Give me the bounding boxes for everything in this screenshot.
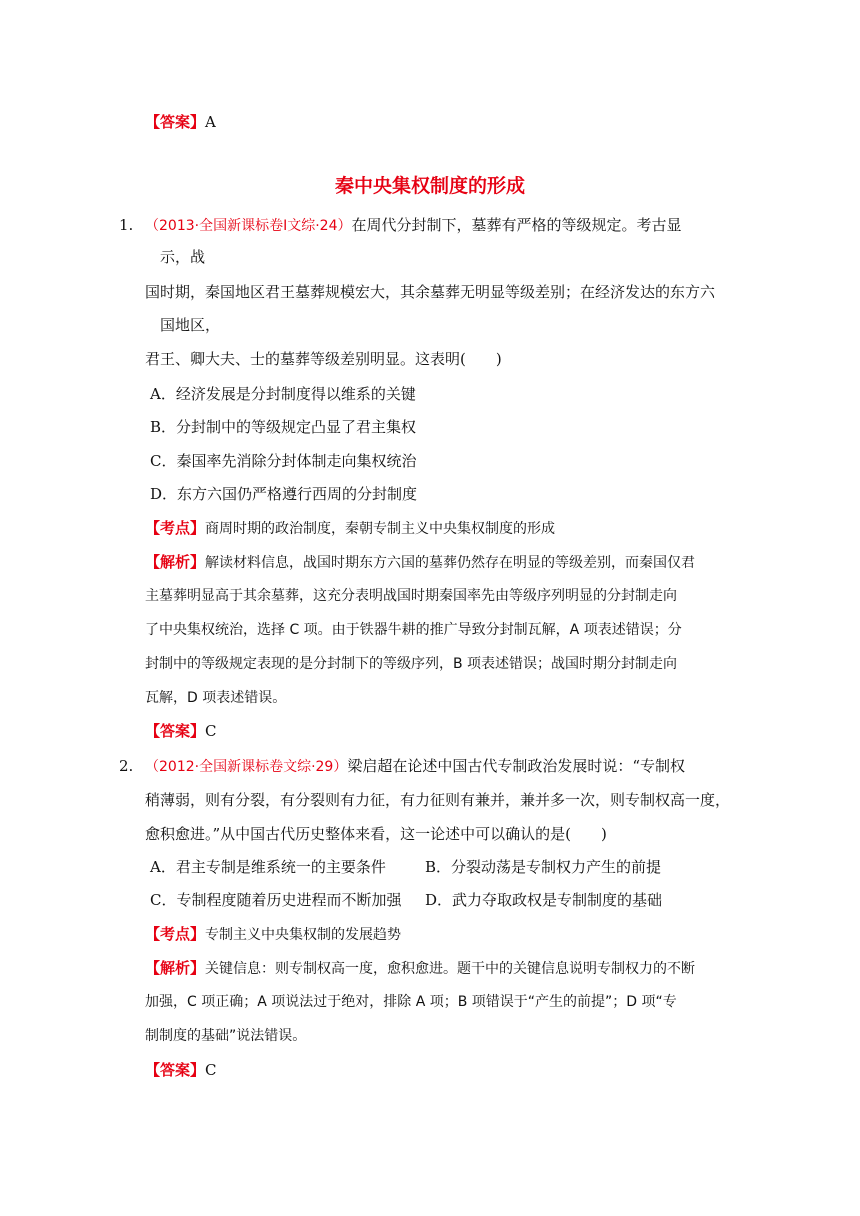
q1-stem-line-5: 君王、卿大夫、士的墓葬等级差别明显。这表明( ) [145, 350, 502, 368]
q1-stem-line-3: 国时期，秦国地区君王墓葬规模宏大，其余墓葬无明显等级差别；在经济发达的东方六 [145, 283, 716, 301]
q2-stem-text-1: 梁启超在论述中国古代专制政治发展时说：“专制权 [347, 757, 686, 775]
section-title: 秦中央集权制度的形成 [334, 175, 525, 197]
q1-jiexi-line-3: 了中央集权统治，选择 C 项。由于铁器牛耕的推广导致分封制瓦解，A 项表述错误；分 [145, 622, 682, 638]
q1-option-d: D．东方六国仍严格遵行西周的分封制度 [150, 485, 418, 503]
jiexi-tag: 【解析】 [145, 959, 206, 977]
q1-option-c: C．秦国率先消除分封体制走向集权统治 [150, 452, 417, 470]
kaodian-text: 商周时期的政治制度，秦朝专制主义中央集权制度的形成 [205, 521, 556, 537]
q1-option-b: B．分封制中的等级规定凸显了君主集权 [150, 418, 417, 436]
q2-stem-line-2: 稍薄弱，则有分裂，有分裂则有力征，有力征则有兼并，兼并多一次，则专制权高一度， [145, 791, 731, 809]
q2-answer [145, 1060, 217, 1080]
q2-kaodian [145, 924, 401, 945]
q1-answer [145, 721, 217, 741]
kaodian-text: 专制主义中央集权制的发展趋势 [205, 927, 402, 943]
q1-stem-line-2: 示，战 [160, 248, 206, 266]
jiexi-tag: 【解析】 [145, 553, 206, 571]
q1-jiexi-line-4: 封制中的等级规定表现的是分封制下的等级序列，B 项表述错误；战国时期分封制走向 [145, 656, 678, 672]
q2-stem-line-1 [145, 756, 685, 777]
q2-option-a: A．君主专制是维系统一的主要条件 [150, 858, 386, 876]
q1-jiexi-line-1 [145, 552, 695, 573]
q2-source: （2012·全国新课标卷文综·29） [145, 759, 348, 775]
q2-jiexi-line-1 [145, 958, 695, 979]
q1-stem-text-1: 在周代分封制下，墓葬有严格的等级规定。考古显 [351, 216, 682, 234]
q1-jiexi-line-2: 主墓葬明显高于其余墓葬，这充分表明战国时期秦国率先由等级序列明显的分封制走向 [145, 588, 677, 604]
q2-stem-line-3: 愈积愈进。”从中国古代历史整体来看，这一论述中可以确认的是( ) [145, 825, 607, 843]
q1-source: （2013·全国新课标卷Ⅰ文综·24） [145, 218, 352, 234]
jiexi-text-1: 关键信息：则专制权高一度，愈积愈进。题干中的关键信息说明专制权力的不断 [205, 961, 696, 977]
answer-value: C [205, 722, 217, 740]
q2-option-b: B．分裂动荡是专制权力产生的前提 [425, 858, 662, 876]
q1-kaodian [145, 518, 555, 539]
answer-tag: 【答案】 [145, 1061, 206, 1079]
q2-option-d: D．武力夺取政权是专制制度的基础 [425, 891, 663, 909]
answer-value: A [205, 113, 216, 131]
kaodian-tag: 【考点】 [145, 519, 206, 537]
q1-stem-line-4: 国地区， [160, 316, 221, 334]
q1-jiexi-line-5: 瓦解，D 项表述错误。 [145, 690, 287, 706]
jiexi-text-1: 解读材料信息，战国时期东方六国的墓葬仍然存在明显的等级差别，而秦国仅君 [205, 555, 696, 571]
top-answer [145, 112, 216, 132]
q2-jiexi-line-3: 制制度的基础”说法错误。 [145, 1028, 307, 1044]
q2-option-c: C．专制程度随着历史进程而不断加强 [150, 891, 402, 909]
answer-value: C [205, 1061, 217, 1079]
q2-jiexi-line-2: 加强，C 项正确；A 项说法过于绝对，排除 A 项；B 项错误于“产生的前提”；D 项“专 [145, 994, 677, 1010]
answer-tag: 【答案】 [145, 113, 206, 131]
kaodian-tag: 【考点】 [145, 925, 206, 943]
q1-number: 1. [119, 216, 134, 234]
q1-option-a: A．经济发展是分封制度得以维系的关键 [150, 385, 416, 403]
q2-number: 2. [119, 757, 134, 775]
q1-stem-line-1 [145, 215, 682, 236]
answer-tag: 【答案】 [145, 722, 206, 740]
